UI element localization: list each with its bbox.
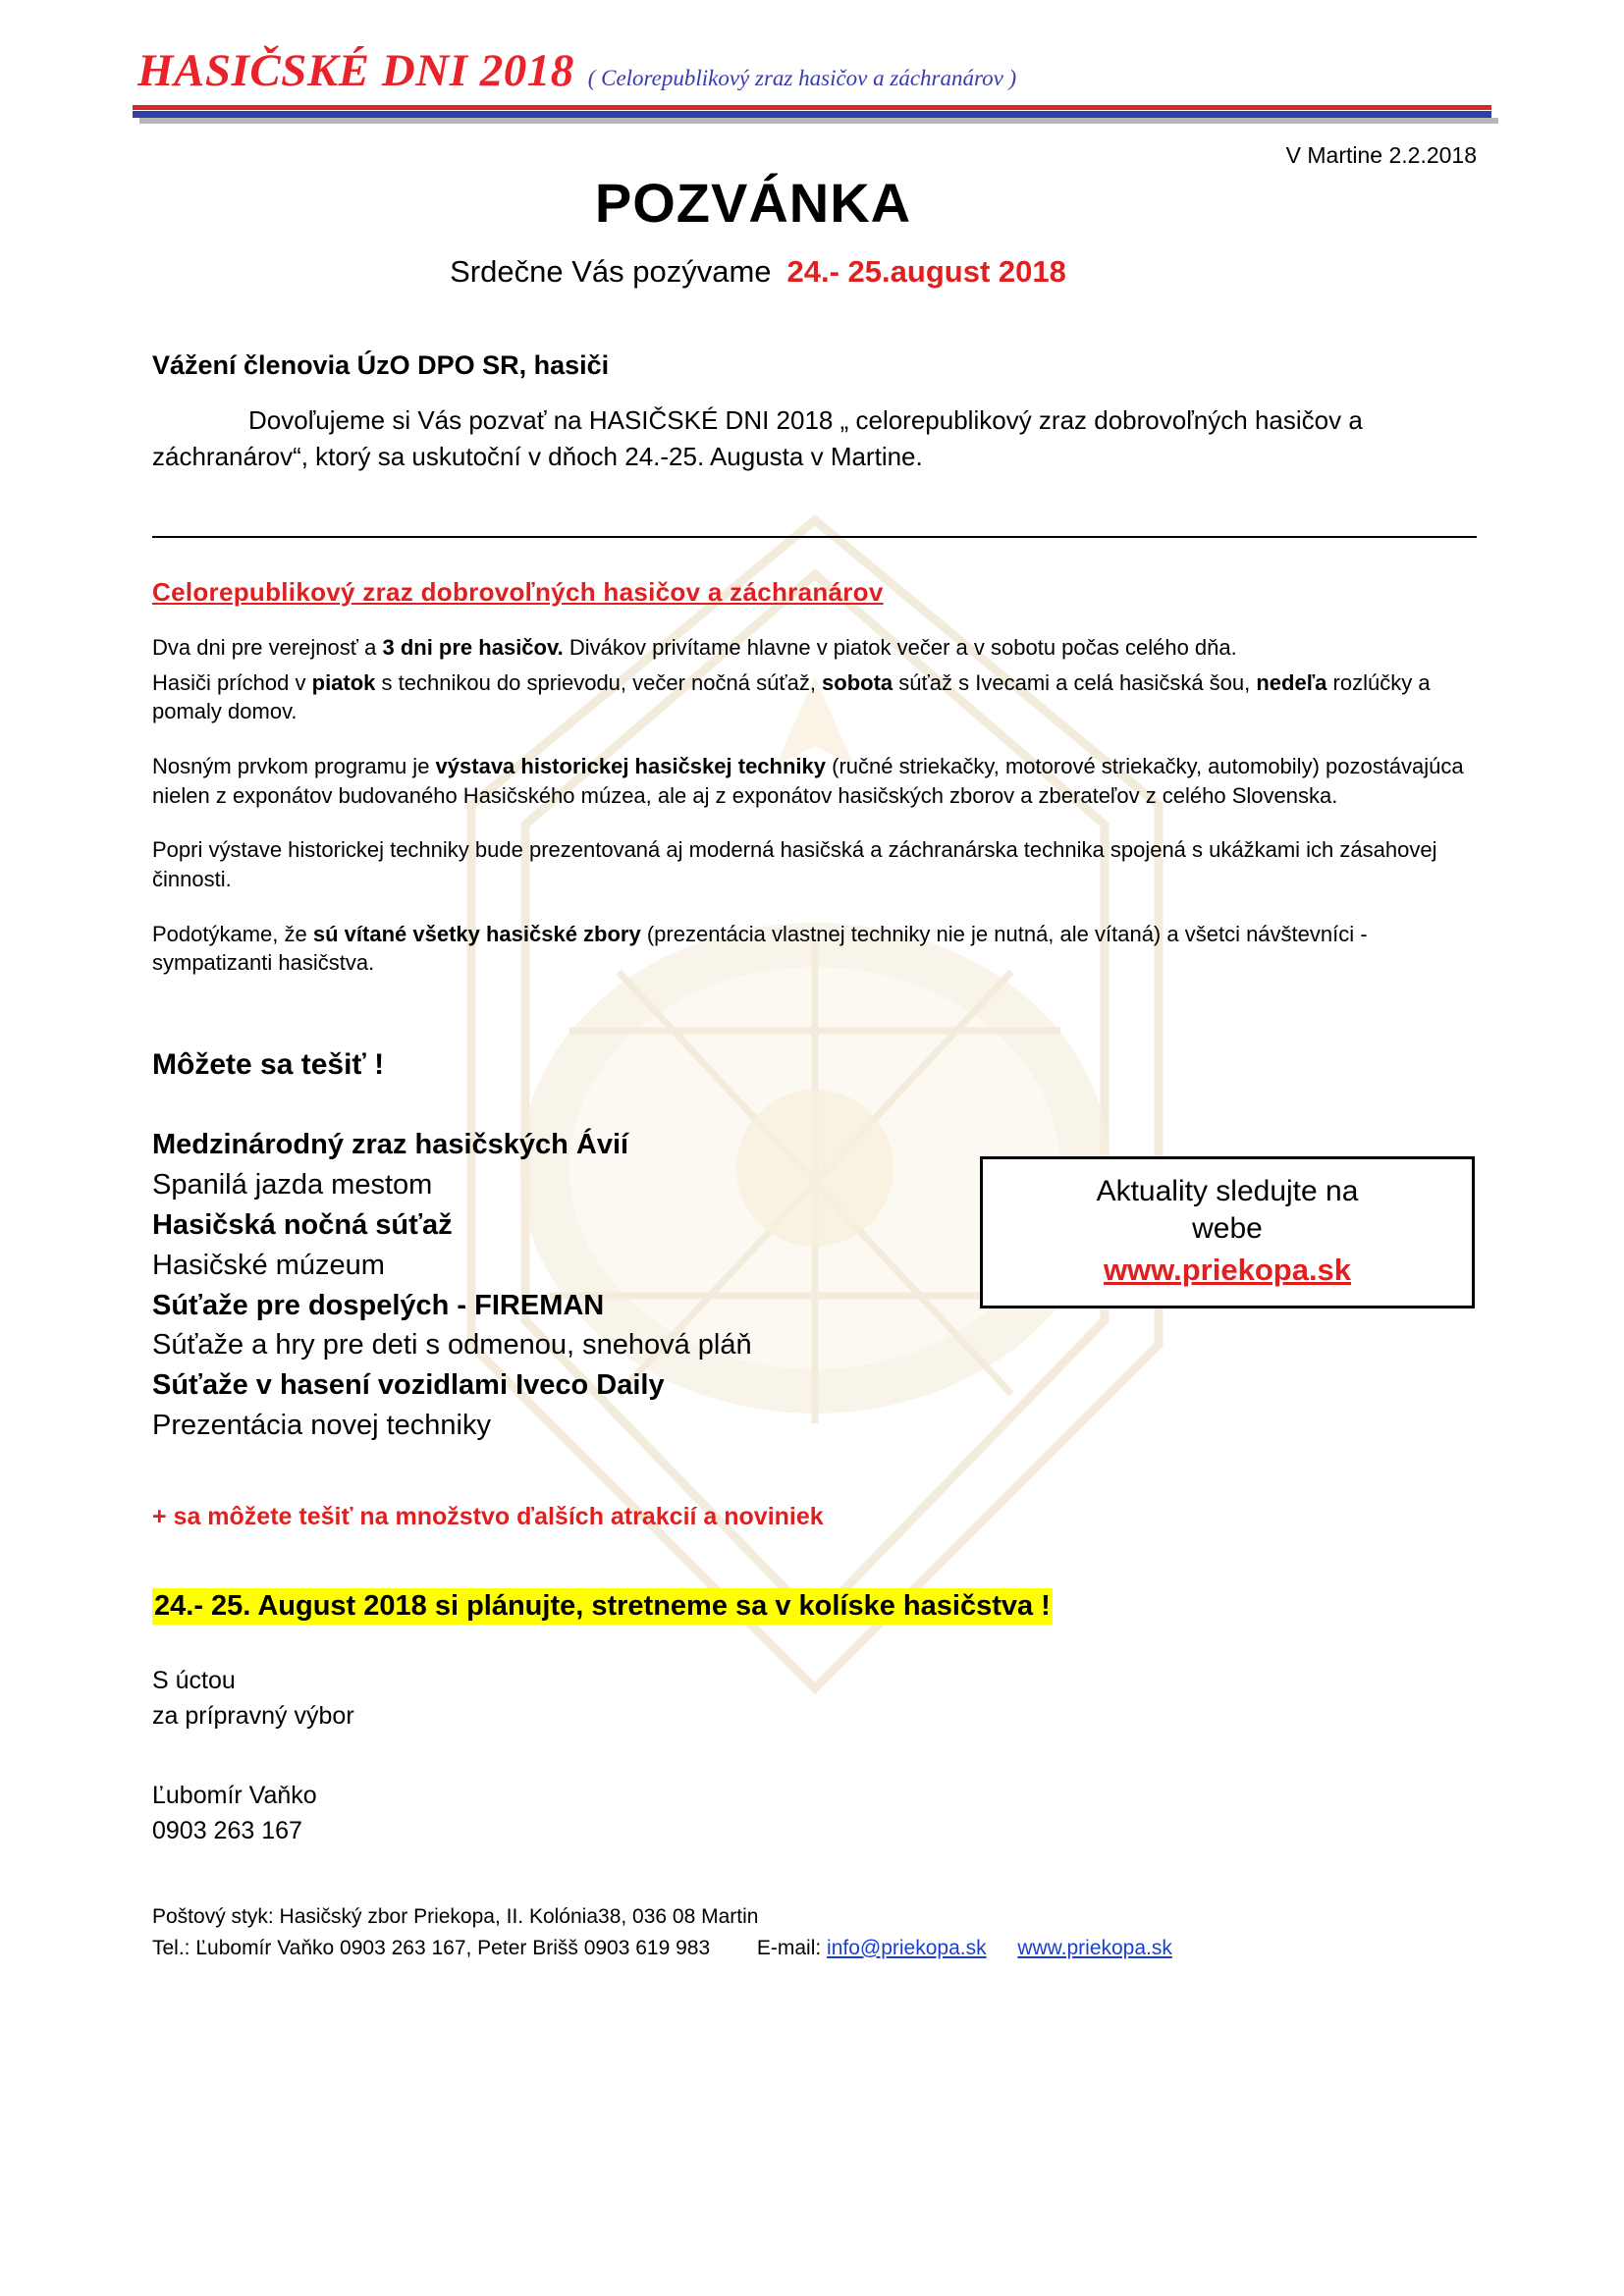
- paragraph-5: [152, 920, 1477, 978]
- section-heading: Celorepublikový zraz dobrovoľných hasičov a záchranárov: [152, 576, 884, 607]
- signature-block: [152, 1779, 1477, 1848]
- divider-blue-bar: [133, 111, 1491, 118]
- section-divider: [152, 536, 1477, 538]
- intro-text: Dovoľujeme si Vás pozvať na HASIČSKÉ DNI 2018 „ celorepublikový zraz dobrovoľných hasičov a záchranárov“, ktorý sa uskutoční v dňoch 24.-25. Augusta v Martine.: [152, 405, 1363, 471]
- p5-bold: sú vítané všetky hasičské zbory: [312, 921, 641, 946]
- masthead-title: HASIČSKÉ DNI 2018: [137, 45, 574, 96]
- list-item: Súťaže v hasení vozidlami Iveco Daily: [152, 1369, 665, 1402]
- footer-tel-line: [152, 1933, 1477, 1964]
- p2-part-a: Hasiči príchod v: [152, 669, 312, 695]
- p2-part-e: súťaž s Ivecami a celá hasičská šou,: [893, 669, 1257, 695]
- p5-part-c: (prezentácia vlastnej techniky nie je nutná, ale vítaná) a všetci návštevníci - sympatizanti hasičstva.: [152, 921, 1368, 976]
- list-item: Súťaže a hry pre deti s odmenou, snehová pláň: [152, 1329, 752, 1362]
- p2-part-c: s technikou do sprievodu, večer nočná súťaž,: [375, 669, 823, 695]
- paragraph-2: [152, 668, 1477, 726]
- header-divider: [133, 105, 1491, 121]
- masthead-subtitle: ( Celorepublikový zraz hasičov a záchranárov ): [587, 66, 1017, 90]
- teaser-heading: Môžete sa tešiť !: [152, 1048, 385, 1081]
- list-item: Prezentácia novej techniky: [152, 1410, 491, 1442]
- footer-tel: Tel.: Ľubomír Vaňko 0903 263 167, Peter Brišš 0903 619 983: [152, 1936, 711, 1959]
- masthead: [0, 0, 1624, 97]
- intro-paragraph: [152, 402, 1477, 475]
- invitation-dates: 24.- 25.august 2018: [786, 254, 1066, 289]
- callout-line-2: webe: [1192, 1211, 1263, 1245]
- p1-bold: 3 dni pre hasičov.: [382, 634, 564, 660]
- list-item: Spanilá jazda mestom: [152, 1168, 433, 1201]
- p2-bold-friday: piatok: [311, 669, 376, 695]
- signature-phone: 0903 263 167: [152, 1816, 302, 1844]
- footer-postal: Poštový styk: Hasičský zbor Priekopa, II. Kolónia38, 036 08 Martin: [152, 1905, 759, 1928]
- page-title: POZVÁNKA: [594, 172, 912, 234]
- footer-contact: [152, 1901, 1477, 1963]
- website-callout-box: [980, 1156, 1475, 1308]
- invitation-line: [0, 254, 1624, 290]
- closing-block: [152, 1664, 1477, 1734]
- footer-web-link[interactable]: www.priekopa.sk: [1017, 1936, 1172, 1959]
- place-date: V Martine 2.2.2018: [1285, 142, 1477, 168]
- list-item: Medzinárodný zraz hasičských Ávií: [152, 1129, 629, 1160]
- closing-line-2: za prípravný výbor: [152, 1701, 354, 1730]
- paragraph-3: [152, 752, 1477, 810]
- closing-line-1: S úctou: [152, 1667, 236, 1694]
- callout-line-1: Aktuality sledujte na: [1096, 1175, 1359, 1207]
- p5-part-a: Podotýkame, že: [152, 921, 313, 946]
- p1-part-c: Divákov privítame hlavne v piatok večer a v sobotu počas celého dňa.: [563, 634, 1237, 660]
- paragraph-4: Popri výstave historickej techniky bude prezentovaná aj moderná hasičská a záchranárska technika spojená s ukážkami ich zásahovej činnosti.: [152, 837, 1437, 891]
- extra-attractions-note: + sa môžete tešiť na množstvo ďalších atrakcií a noviniek: [152, 1503, 824, 1530]
- list-item: Hasičské múzeum: [152, 1249, 385, 1281]
- callout-url[interactable]: www.priekopa.sk: [1103, 1253, 1352, 1287]
- paragraph-1: [152, 633, 1477, 663]
- divider-shadow: [139, 118, 1498, 124]
- list-item: Súťaže pre dospelých - FIREMAN: [152, 1289, 605, 1321]
- invitation-text: Srdečne Vás pozývame: [450, 254, 772, 289]
- list-item: Hasičská nočná súťaž: [152, 1208, 453, 1241]
- salutation: Vážení členovia ÚzO DPO SR, hasiči: [152, 350, 610, 380]
- p3-bold: výstava historickej hasičskej techniky: [435, 753, 826, 778]
- footer-email-label: E-mail:: [756, 1936, 822, 1959]
- p3-part-a: Nosným prvkom programu je: [152, 753, 436, 778]
- p2-bold-saturday: sobota: [822, 669, 893, 695]
- p3-part-c: (ručné striekačky, motorové striekačky, automobily) pozostávajúca nielen z exponátov budovaného Hasičského múzea, ale aj z exponátov hasičských zborov a zberateľov z celého Slovenska.: [152, 753, 1464, 808]
- highlighted-call-to-action: 24.- 25. August 2018 si plánujte, stretneme sa v kolíske hasičstva !: [152, 1588, 1053, 1625]
- p2-bold-sunday: nedeľa: [1256, 669, 1327, 695]
- divider-red-bar: [133, 105, 1491, 110]
- signature-name: Ľubomír Vaňko: [152, 1782, 317, 1809]
- footer-email-link[interactable]: info@priekopa.sk: [827, 1936, 987, 1959]
- p2-part-g: rozlúčky a pomaly domov.: [152, 669, 1431, 724]
- p1-part-a: Dva dni pre verejnosť a: [152, 634, 383, 660]
